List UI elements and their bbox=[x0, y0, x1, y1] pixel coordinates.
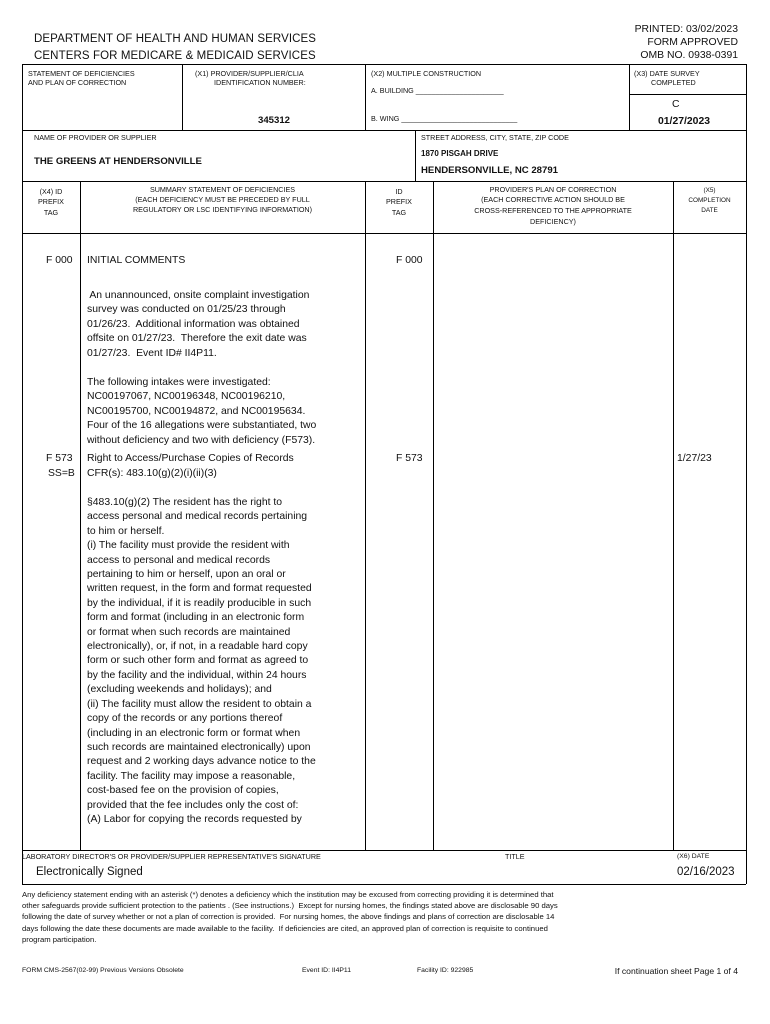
rule bbox=[22, 850, 746, 851]
f573-cfr: CFR(s): 483.10(g)(2)(i)(ii)(3) bbox=[87, 468, 217, 479]
statement-label-1: STATEMENT OF DEFICIENCIES bbox=[28, 69, 135, 78]
printed-date: PRINTED: 03/02/2023 bbox=[634, 24, 738, 35]
plan-header-4: DEFICIENCY) bbox=[530, 217, 576, 226]
id-tag-f573: F 573 bbox=[396, 453, 423, 464]
rule bbox=[746, 64, 747, 884]
rule bbox=[433, 181, 434, 850]
regulation-text: §483.10(g)(2) The resident has the right to access personal and medical records pertaining to him or herself. (i) The facility must provide the resident with access to personal and medical records pertaining to him or herself, upon an oral or written request, in the form and format requested by the individual, if it is readily producible in such form and format (including in an electronic form or format when such records are maintained electronically), or, if not, in a readable hard copy form or such other form and format as agreed to by the facility and the individual, within 24 hours (excluding weekends and holidays); and (ii) The facility must allow the resident to obtain a copy of the records or any portions thereof (including in an electronic form or format when such records are maintained electronically) upon request and 2 working days advance notice to the facility. The facility may impose a reasonable, cost-based fee on the provision of copies, provided that the fee includes only the cost of: (A) Labor for copying the records requested by bbox=[87, 497, 316, 825]
survey-paragraph: An unannounced, onsite complaint investigation survey was conducted on 01/25/23 through 01/26/23. Additional information was obtained offsite on 01/27/23. Therefore the exit date was 01/27/23. Event ID# II4P11. bbox=[87, 290, 310, 359]
plan-header-3: CROSS-REFERENCED TO THE APPROPRIATE bbox=[474, 206, 632, 215]
rule bbox=[629, 94, 746, 95]
facility-id: Facility ID: 922985 bbox=[417, 967, 474, 974]
prefix-tag-f573: F 573 bbox=[46, 453, 73, 464]
provider-name-label: NAME OF PROVIDER OR SUPPLIER bbox=[34, 133, 157, 142]
signature-label: LABORATORY DIRECTOR'S OR PROVIDER/SUPPLIER REPRESENTATIVE'S SIGNATURE bbox=[22, 852, 321, 861]
summary-header-2: (EACH DEFICIENCY MUST BE PRECEDED BY FULL bbox=[135, 195, 310, 204]
x1-label-1: (X1) PROVIDER/SUPPLIER/CLIA bbox=[195, 69, 304, 78]
f573-title: Right to Access/Purchase Copies of Records bbox=[87, 453, 294, 464]
prefix-tag-f000: F 000 bbox=[46, 255, 73, 266]
statement-label-2: AND PLAN OF CORRECTION bbox=[28, 78, 127, 87]
rule bbox=[80, 181, 81, 850]
id-header-2: PREFIX bbox=[386, 197, 412, 206]
intakes-paragraph: The following intakes were investigated: NC00197067, NC00196348, NC00196210, NC00195700, NC00194872, and NC00195634. Four of the 16 allegations were substantiated, two without deficiency and two with deficiency (F573). bbox=[87, 377, 317, 446]
rule bbox=[629, 64, 630, 130]
department-line-1: DEPARTMENT OF HEALTH AND HUMAN SERVICES bbox=[34, 33, 317, 45]
survey-date: 01/27/2023 bbox=[658, 116, 711, 127]
street-address: 1870 PISGAH DRIVE bbox=[421, 149, 499, 158]
rule bbox=[22, 181, 746, 182]
rule bbox=[22, 64, 746, 65]
summary-header-1: SUMMARY STATEMENT OF DEFICIENCIES bbox=[149, 185, 296, 194]
rule bbox=[22, 233, 746, 234]
form-number: FORM CMS-2567(02-99) Previous Versions Obsolete bbox=[22, 967, 184, 974]
provider-number: 345312 bbox=[258, 115, 291, 126]
date-label: (X6) DATE bbox=[677, 853, 710, 860]
x5-header-3: DATE bbox=[701, 207, 718, 214]
plan-header-1: PROVIDER'S PLAN OF CORRECTION bbox=[489, 185, 617, 194]
x5-header-1: (X5) bbox=[703, 187, 716, 194]
x3-label-1: (X3) DATE SURVEY bbox=[634, 69, 700, 78]
disclaimer-text: Any deficiency statement ending with an asterisk (*) denotes a deficiency which the institution may be excused from correcting providing it is determined that other safeguards provide sufficient protection to the patients . (See instructions.) Except for nursing homes, the findings stated above are disclosable 90 days following the date of survey whether or not a plan of correction is provided. For nursing homes, the above findings and plans of correction are disclosable 14 days following the date these documents are made available to the facility. If deficiencies are cited, an approved plan of correction is requisite to continued program participation. bbox=[22, 890, 558, 944]
form-approved: FORM APPROVED bbox=[647, 37, 738, 48]
continuation-page: If continuation sheet Page 1 of 4 bbox=[614, 966, 738, 976]
event-id: Event ID: II4P11 bbox=[302, 967, 351, 974]
x1-label-2: IDENTIFICATION NUMBER: bbox=[214, 78, 306, 87]
id-header-1: ID bbox=[395, 187, 403, 196]
rule bbox=[673, 181, 674, 850]
rule bbox=[365, 64, 366, 130]
rule bbox=[365, 181, 366, 850]
rule bbox=[182, 64, 183, 130]
rule bbox=[22, 130, 746, 131]
building-label: A. BUILDING ______________________ bbox=[371, 86, 504, 95]
id-header-3: TAG bbox=[391, 208, 407, 217]
electronic-signature: Electronically Signed bbox=[36, 866, 143, 878]
address-label: STREET ADDRESS, CITY, STATE, ZIP CODE bbox=[421, 133, 569, 142]
summary-header-3: REGULATORY OR LSC IDENTIFYING INFORMATION) bbox=[132, 205, 313, 214]
severity-scope: SS=B bbox=[48, 468, 75, 479]
id-tag-f000: F 000 bbox=[396, 255, 423, 266]
provider-name: THE GREENS AT HENDERSONVILLE bbox=[34, 156, 202, 167]
plan-header-2: (EACH CORRECTIVE ACTION SHOULD BE bbox=[481, 195, 625, 204]
rule bbox=[22, 884, 746, 885]
x4-header-1: (X4) ID bbox=[39, 187, 63, 196]
completion-date: 1/27/23 bbox=[677, 453, 712, 464]
title-label: TITLE bbox=[505, 852, 525, 861]
initial-comments-title: INITIAL COMMENTS bbox=[87, 255, 186, 266]
x5-header-2: COMPLETION bbox=[688, 197, 731, 204]
survey-code: C bbox=[672, 99, 680, 110]
omb-number: OMB NO. 0938-0391 bbox=[640, 50, 738, 61]
signature-date: 02/16/2023 bbox=[677, 866, 735, 878]
city-state-zip: HENDERSONVILLE, NC 28791 bbox=[421, 165, 559, 176]
x3-label-2: COMPLETED bbox=[651, 78, 696, 87]
rule bbox=[415, 130, 416, 181]
x4-header-3: TAG bbox=[43, 208, 59, 217]
department-line-2: CENTERS FOR MEDICARE & MEDICAID SERVICES bbox=[34, 50, 316, 62]
x4-header-2: PREFIX bbox=[38, 197, 64, 206]
wing-label: B. WING _____________________________ bbox=[371, 114, 518, 123]
x2-label: (X2) MULTIPLE CONSTRUCTION bbox=[371, 69, 482, 78]
